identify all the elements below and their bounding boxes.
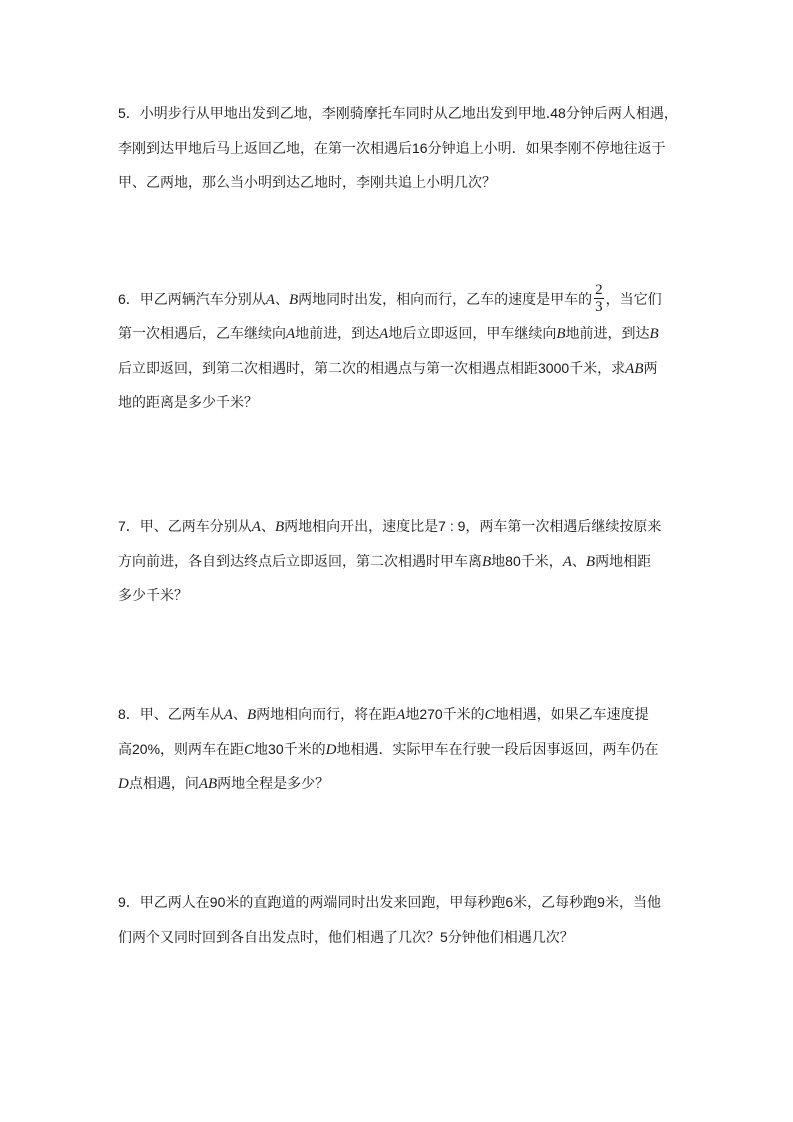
problem-9: [118, 885, 678, 955]
number: 3000: [538, 360, 570, 376]
text: 、: [274, 292, 289, 308]
problem-number: 9．: [118, 894, 140, 910]
text: 两: [643, 361, 658, 377]
text: 、: [571, 554, 586, 570]
text: 分钟后两人相遇，: [565, 106, 678, 122]
text: 小明步行从甲地出发到乙地，李刚骑摩托车同时从乙地出发到甲地.: [139, 106, 551, 122]
text: 地前进，到达: [295, 326, 380, 342]
variable-b: B: [288, 292, 299, 308]
variable-ab: AB: [625, 361, 644, 377]
problem-6-line-3: [118, 351, 678, 386]
number: 270: [419, 706, 443, 722]
variable-c: C: [484, 707, 495, 723]
text: 米，乙每秒跑: [513, 895, 598, 911]
problem-6: [118, 282, 678, 420]
text: 千米的: [283, 742, 326, 758]
text: 地: [491, 554, 506, 570]
variable-ab: AB: [198, 776, 218, 792]
problem-number: 6．: [118, 291, 140, 307]
problem-6-line-2: [118, 317, 678, 351]
text: 两地相距: [595, 554, 652, 570]
variable-b: B: [556, 326, 566, 342]
text: 甲、乙两车分别从: [139, 519, 252, 535]
variable-a: A: [396, 707, 406, 723]
problem-6-line-4: [118, 386, 678, 420]
variable-a: A: [265, 292, 275, 308]
text: 、: [232, 707, 247, 723]
text: 地相遇，如果乙车速度提: [494, 707, 649, 723]
ratio: 7 : 9: [438, 518, 466, 534]
number: 6: [505, 894, 514, 910]
number: 20%: [132, 741, 161, 757]
variable-a: A: [286, 326, 296, 342]
problem-5-line-2: [118, 131, 678, 166]
text: 千米，: [520, 554, 563, 570]
text: 地: [254, 742, 269, 758]
variable-b: B: [649, 326, 659, 342]
problem-7-line-1: [118, 509, 678, 544]
text: 地的距离是多少千米？: [118, 395, 258, 411]
problem-7-line-2: [118, 544, 678, 579]
problem-7-line-3: [118, 579, 678, 613]
text: 李刚到达甲地后马上返回乙地，在第一次相遇后: [118, 141, 412, 157]
problem-8-line-2: [118, 732, 678, 767]
text: ，则两车在距: [160, 742, 245, 758]
problem-number: 7．: [118, 518, 140, 534]
variable-c: C: [244, 742, 255, 758]
variable-b: B: [482, 554, 492, 570]
text: 甲乙两人在: [139, 895, 210, 911]
fraction: [594, 282, 604, 315]
text: 千米，求: [569, 361, 626, 377]
text: 地前进，到达: [565, 326, 650, 342]
problem-7: [118, 509, 678, 613]
text: 两地相向而行，将在距: [256, 707, 397, 723]
number: 9: [597, 894, 605, 910]
number: 5: [440, 929, 448, 945]
number: 48: [550, 105, 566, 121]
variable-b: B: [246, 707, 257, 723]
number: 30: [268, 741, 284, 757]
variable-d: D: [325, 742, 337, 758]
variable-b: B: [585, 554, 596, 570]
text: ，两车第一次相遇后继续按原来: [465, 519, 662, 535]
fraction-numerator: 2: [595, 281, 603, 298]
text: 高: [118, 742, 132, 758]
text: 地相遇．实际甲车在行驶一段后因事返回，两车仍在: [336, 742, 659, 758]
number: 90: [209, 894, 226, 910]
text: 分钟他们相遇几次？: [447, 930, 574, 946]
problem-8-line-3: [118, 767, 678, 801]
fraction-denominator: 3: [595, 298, 603, 315]
text: 点相遇，问: [128, 776, 199, 792]
problem-number: 8．: [118, 706, 140, 722]
text: 米的直跑道的两端同时出发来回跑，甲每秒跑: [225, 895, 506, 911]
text: 甲、乙两车从: [139, 707, 224, 723]
text: 甲、乙两地，那么当小明到达乙地时，李刚共追上小明几次？: [118, 175, 496, 191]
text: 两地同时出发，相向而行，乙车的速度是甲车的: [298, 292, 593, 308]
variable-b: B: [274, 519, 285, 535]
text: 两地相向开出，速度比是: [284, 519, 439, 535]
text: 方向前进，各自到达终点后立即返回，第二次相遇时甲车离: [118, 554, 482, 570]
problem-8-line-1: [118, 697, 678, 732]
text: 分钟追上小明．如果李刚不停地往返于: [427, 141, 666, 157]
text: 们两个又同时回到各自出发点时，他们相遇了几次？: [118, 930, 440, 946]
variable-a: A: [562, 554, 572, 570]
problem-5-line-1: [118, 96, 678, 131]
text: 后立即返回，到第二次相遇时，第二次的相遇点与第一次相遇点相距: [118, 361, 538, 377]
text: ，当它们: [605, 292, 662, 308]
problem-number: 5．: [118, 105, 140, 121]
number: 16: [412, 140, 428, 156]
text: 甲乙两辆汽车分别从: [139, 292, 266, 308]
number: 80: [505, 553, 521, 569]
problem-9-line-1: [118, 885, 678, 920]
variable-d: D: [118, 776, 129, 792]
text: 地后立即返回，甲车继续向: [388, 326, 557, 342]
text: 多少千米？: [118, 588, 188, 604]
text: 、: [260, 519, 275, 535]
variable-a: A: [379, 326, 389, 342]
text: 两地全程是多少？: [217, 776, 330, 792]
variable-a: A: [223, 707, 233, 723]
problem-5: [118, 96, 678, 200]
problem-8: [118, 697, 678, 801]
text: 米，当他: [604, 895, 661, 911]
text: 地: [405, 707, 420, 723]
problem-9-line-2: [118, 920, 678, 955]
variable-a: A: [251, 519, 261, 535]
problem-5-line-3: [118, 166, 678, 200]
problem-6-line-1: [118, 282, 678, 317]
text: 第一次相遇后，乙车继续向: [118, 326, 286, 342]
text: 千米的: [442, 707, 485, 723]
